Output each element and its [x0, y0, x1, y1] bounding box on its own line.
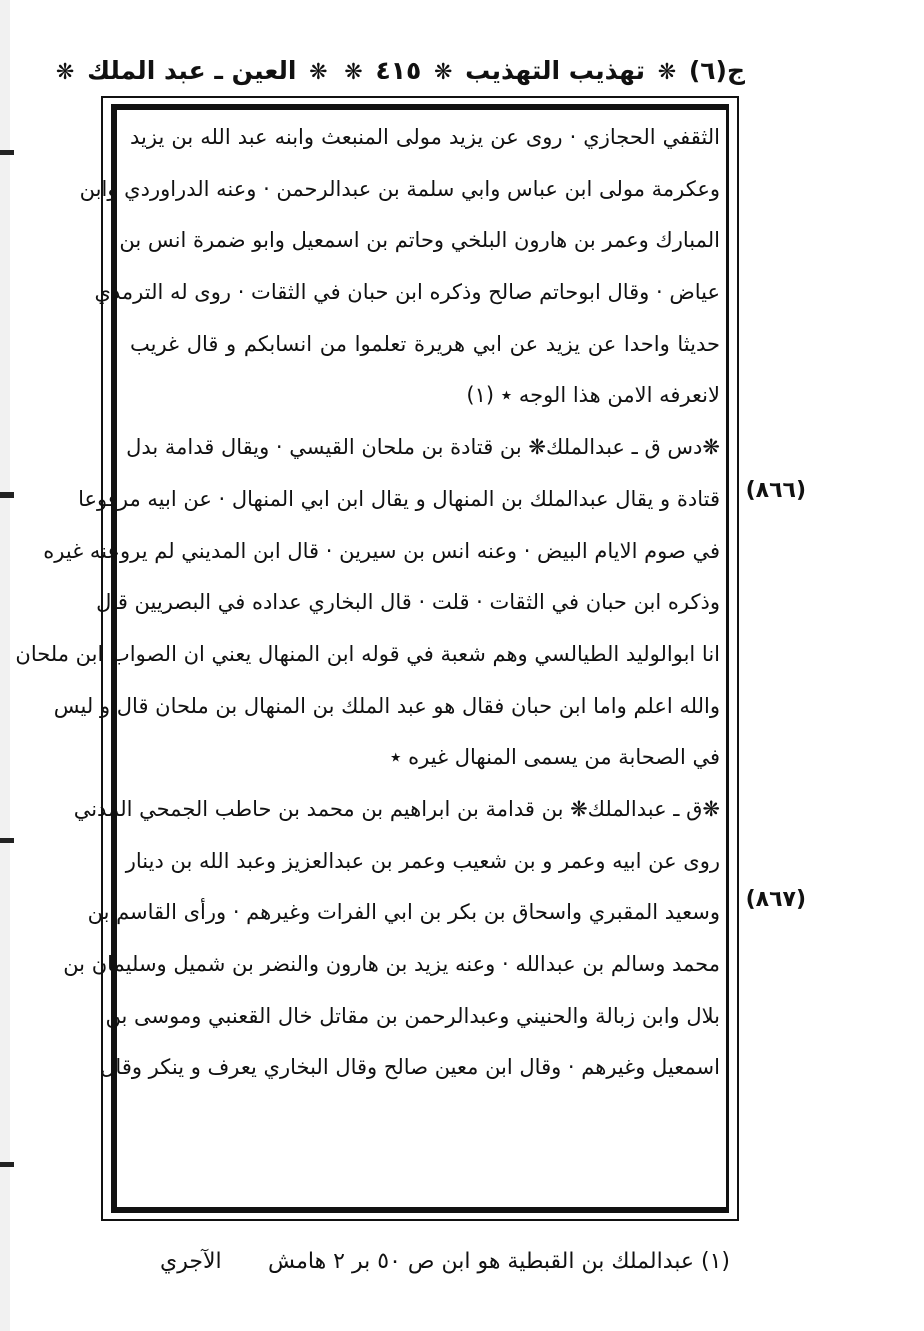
text-line: وعكرمة مولى ابن عباس وابي سلمة بن عبدالرحمن · وعنه الدراوردي وابن: [79, 176, 720, 201]
ornament-icon: ❋: [55, 60, 75, 85]
text-line: ❋دس ق ـ عبدالملك❋ بن قتادة بن ملحان القيسي · ويقال قدامة بدل: [126, 435, 720, 460]
text-line: بلال وابن زبالة والحنيني وعبدالرحمن بن مقاتل خال القعنبي وموسى بن: [105, 1003, 720, 1028]
ornament-icon: ❋: [657, 60, 677, 85]
binding-mark: [0, 150, 14, 155]
text-line: حديثا واحدا عن يزيد عن ابي هريرة تعلموا من انسابكم و قال غريب: [130, 331, 720, 356]
text-line: والله اعلم واما ابن حبان فقال هو عبد الملك بن المنهال بن ملحان قال و ليس: [53, 693, 720, 718]
text-line: وسعيد المقبري واسحاق بن بكر بن ابي الفرات وغيرهم · ورأى القاسم بن: [87, 900, 720, 925]
ornament-icon: ❋: [309, 60, 328, 85]
ornament-icon: ❋: [344, 60, 363, 85]
text-line: انا ابوالوليد الطيالسي وهم شعبة في قوله ابن المنهال يعني ان الصواب ابن ملحان: [15, 641, 720, 666]
text-line: المبارك وعمر بن هارون البلخي وحاتم بن اسمعيل وابو ضمرة انس بن: [119, 228, 720, 253]
text-line: الثقفي الحجازي · روى عن يزيد مولى المنبعث وابنه عبد الله بن يزيد: [130, 125, 720, 149]
binding-mark: [0, 1162, 14, 1167]
page-number: ٤١٥: [375, 56, 422, 85]
volume-label: ج(٦): [688, 56, 745, 85]
main-text: [15, 112, 720, 1094]
catchword: الآجري: [160, 1249, 222, 1274]
entry-number: (٨٦٦): [745, 478, 806, 503]
text-line: لانعرفه الامن هذا الوجه ٭ (١): [466, 383, 720, 408]
text-line: قتادة و يقال عبدالملك بن المنهال و يقال ابن ابي المنهال · عن ابيه مرفوعا: [78, 486, 720, 511]
text-line: اسمعيل وغيرهم · وقال ابن معين صالح وقال البخاري يعرف و ينكر وقال: [100, 1055, 720, 1080]
section-title: العين ـ عبد الملك: [87, 56, 297, 85]
text-line: روى عن ابيه وعمر و بن شعيب وعمر بن عبدالعزيز وعبد الله بن دينار: [125, 848, 720, 873]
running-header: [55, 48, 745, 94]
text-line: محمد وسالم بن عبدالله · وعنه يزيد بن هارون والنضر بن شميل وسليمان بن: [63, 952, 720, 976]
text-line: ❋ق ـ عبدالملك❋ بن قدامة بن ابراهيم بن محمد بن حاطب الجمحي المدني: [73, 796, 720, 821]
ornament-icon: ❋: [433, 60, 453, 85]
binding-mark: [0, 838, 14, 843]
book-title: تهذيب التهذيب: [465, 56, 645, 85]
text-line: في صوم الايام البيض · وعنه انس بن سيرين · قال ابن المديني لم يروعنه غيره: [43, 538, 720, 563]
page-edge: [0, 0, 10, 1331]
footnote-text: (١) عبدالملك بن القبطية هو ابن ص ٥٠ بر ٢ هامش: [268, 1249, 730, 1274]
entry-number: (٨٦٧): [745, 887, 806, 912]
text-line: وذكره ابن حبان في الثقات · قلت · قال البخاري عداده في البصريين قال: [96, 590, 720, 615]
text-line: عياض · وقال ابوحاتم صالح وذكره ابن حبان في الثقات · روى له الترمذي: [94, 280, 720, 305]
binding-mark: [0, 492, 14, 498]
text-line: في الصحابة من يسمى المنهال غيره ٭: [390, 745, 720, 770]
